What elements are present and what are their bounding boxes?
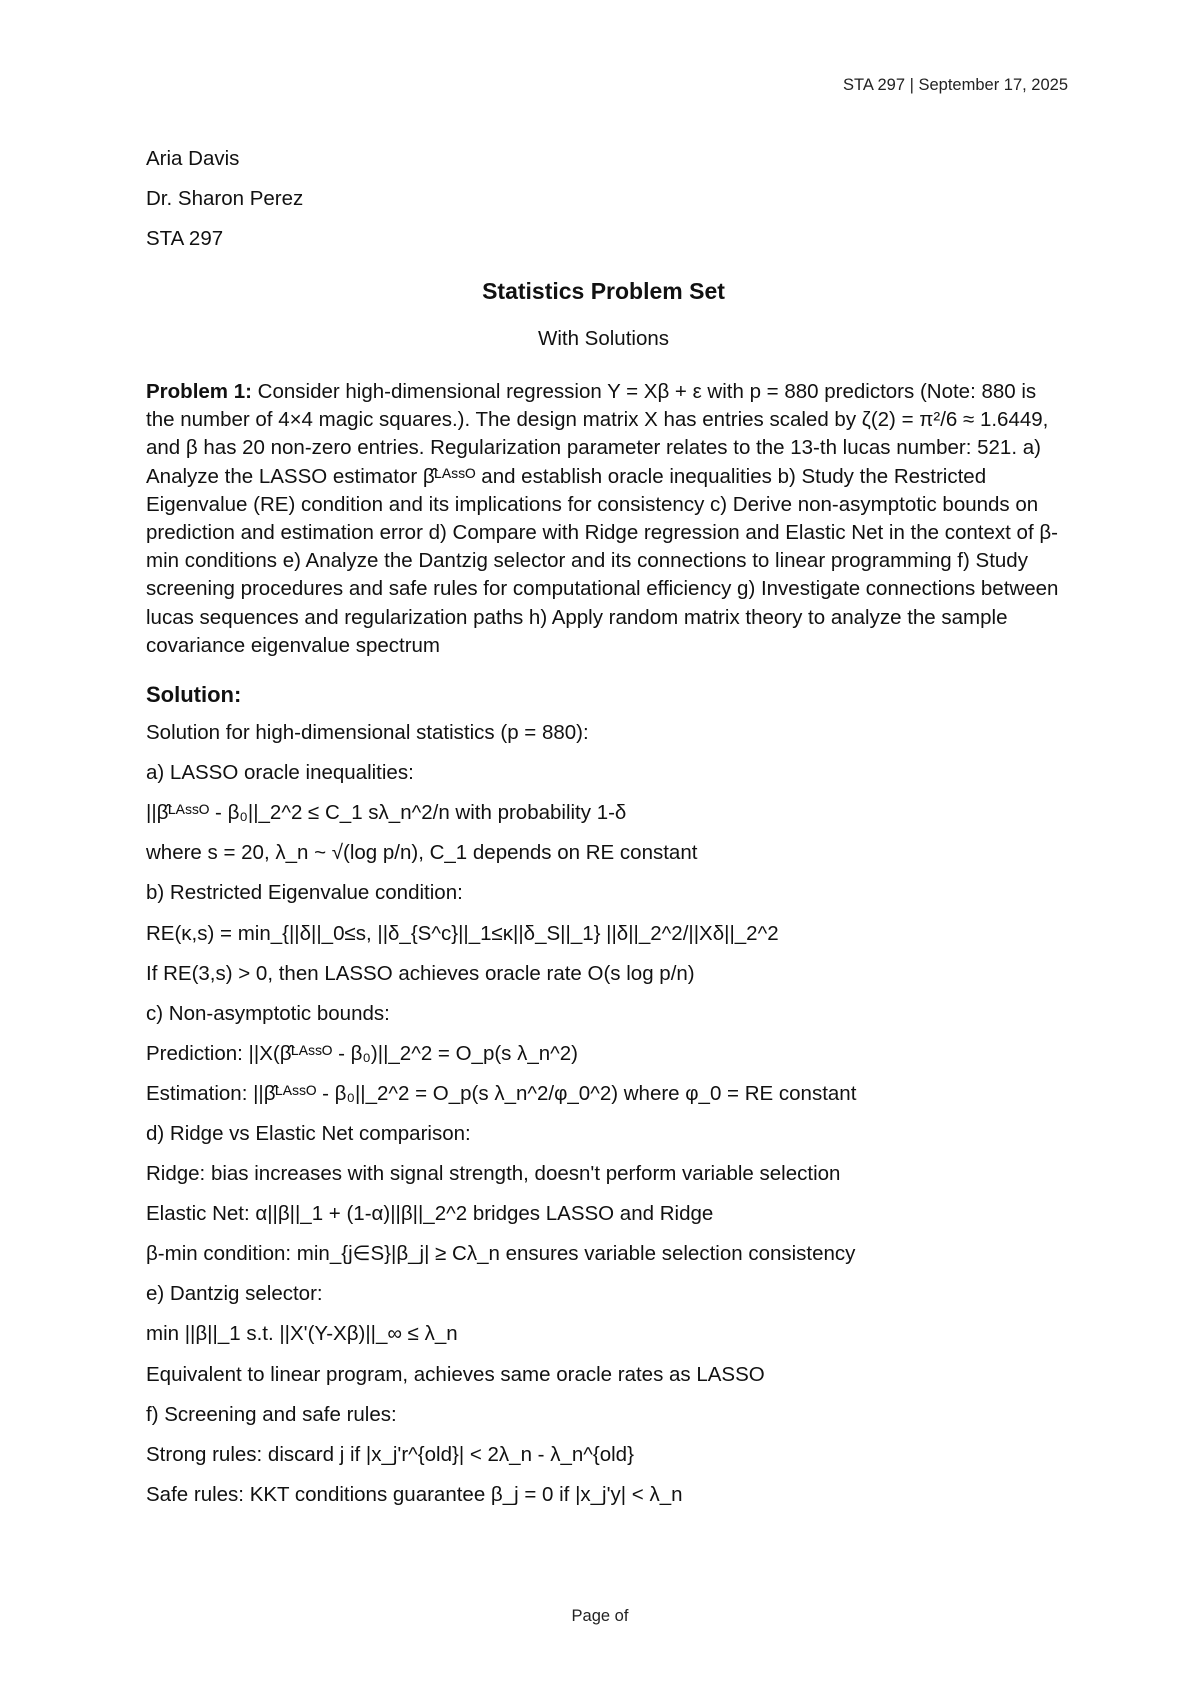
page-footer: Page of bbox=[571, 1607, 629, 1625]
solution-line: c) Non-asymptotic bounds: bbox=[146, 1001, 390, 1025]
solution-line: Solution for high-dimensional statistics (p = 880): bbox=[146, 721, 589, 745]
solution-heading: Solution: bbox=[146, 682, 242, 708]
problem-label: Problem 1: bbox=[146, 380, 252, 403]
solution-line: Ridge: bias increases with signal strength, doesn't perform variable selection bbox=[146, 1162, 841, 1186]
solution-line: Estimation: ||β̂ᴸᴬˢˢᴼ - β₀||_2^2 = O_p(s λ_n^2/φ_0^2) where φ_0 = RE constant bbox=[146, 1081, 857, 1105]
solution-line: b) Restricted Eigenvalue condition: bbox=[146, 881, 463, 905]
solution-line: Elastic Net: α||β||_1 + (1-α)||β||_2^2 bridges LASSO and Ridge bbox=[146, 1202, 714, 1226]
solution-line: d) Ridge vs Elastic Net comparison: bbox=[146, 1121, 471, 1145]
solution-line: β-min condition: min_{j∈S}|β_j| ≥ Cλ_n ensures variable selection consistency bbox=[146, 1242, 856, 1266]
document-title: Statistics Problem Set bbox=[482, 278, 725, 304]
solution-line: a) LASSO oracle inequalities: bbox=[146, 761, 414, 785]
solution-line: Equivalent to linear program, achieves same oracle rates as LASSO bbox=[146, 1362, 765, 1386]
problem-1 bbox=[146, 378, 1061, 660]
solution-line: e) Dantzig selector: bbox=[146, 1282, 323, 1306]
page-header: STA 297 | September 17, 2025 bbox=[842, 76, 1068, 94]
solution-line: RE(κ,s) = min_{||δ||_0≤s, ||δ_{S^c}||_1≤κ||δ_S||_1} ||δ||_2^2/||Xδ||_2^2 bbox=[146, 921, 779, 945]
solution-line: Safe rules: KKT conditions guarantee β_j = 0 if |x_j'y| < λ_n bbox=[146, 1482, 683, 1506]
instructor-name: Dr. Sharon Perez bbox=[146, 187, 304, 210]
course-name: STA 297 bbox=[146, 227, 224, 250]
solution-line: Strong rules: discard j if |x_j'r^{old}| < 2λ_n - λ_n^{old} bbox=[146, 1442, 634, 1466]
solution-line: Prediction: ||X(β̂ᴸᴬˢˢᴼ - β₀)||_2^2 = O_p(s λ_n^2) bbox=[146, 1041, 579, 1065]
problem-text: Consider high-dimensional regression Y = Xβ + ε with p = 880 predictors (Note: 880 is the number of 4×4 magic squares.). The design matrix X has entries scaled by ζ(2) = π²/6 ≈ 1.6449, and β has 20 non-zero entries. Regularization parameter relates to the 13-th lucas number: 521. a) Analyze the LASSO estimator β̂ᴸᴬˢˢᴼ and establish oracle inequalities b) Study the Restricted Eigenvalue (RE) condition and its implications for consistency c) Derive non-asymptotic bounds on prediction and estimation error d) Compare with Ridge regression and Elastic Net in the context of β-min conditions e) Analyze the Dantzig selector and its connections to linear programming f) Study screening procedures and safe rules for computational efficiency g) Investigate connections between lucas sequences and regularization paths h) Apply random matrix theory to analyze the sample covariance eigenvalue spectrum bbox=[146, 380, 1059, 657]
solution-body bbox=[146, 720, 1061, 1508]
solution-line: min ||β||_1 s.t. ||X'(Y-Xβ)||_∞ ≤ λ_n bbox=[146, 1322, 458, 1346]
document-body bbox=[146, 146, 1061, 1522]
document-subtitle: With Solutions bbox=[537, 327, 670, 350]
solution-line: ||β̂ᴸᴬˢˢᴼ - β₀||_2^2 ≤ C_1 sλ_n^2/n with probability 1-δ bbox=[146, 801, 627, 825]
solution-line: f) Screening and safe rules: bbox=[146, 1402, 397, 1426]
student-name: Aria Davis bbox=[146, 147, 240, 170]
solution-line: If RE(3,s) > 0, then LASSO achieves oracle rate O(s log p/n) bbox=[146, 961, 695, 985]
solution-line: where s = 20, λ_n ~ √(log p/n), C_1 depends on RE constant bbox=[146, 841, 698, 865]
